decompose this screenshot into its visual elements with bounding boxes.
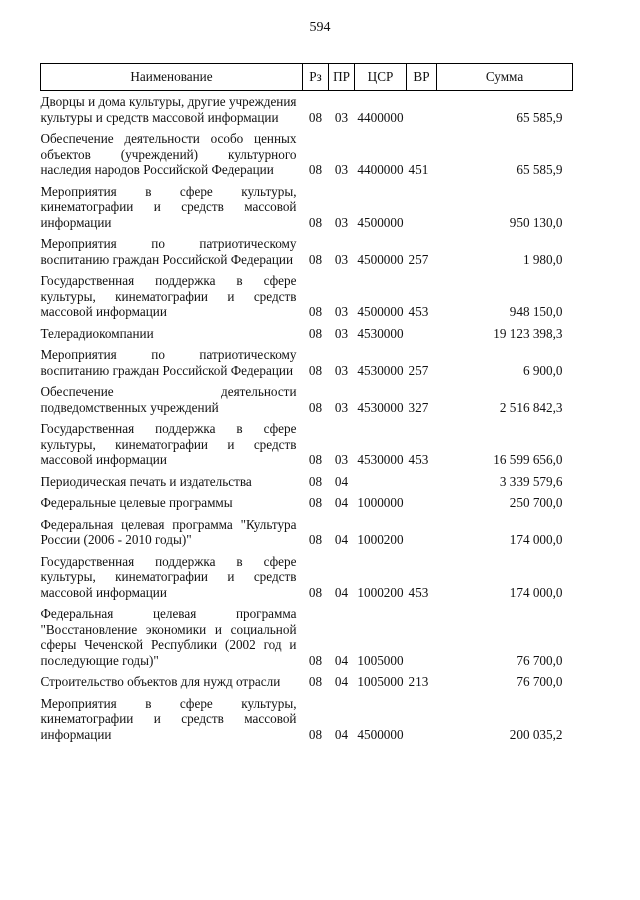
cell-vr — [407, 515, 437, 552]
cell-csr: 1000200 — [357, 584, 404, 600]
cell-name: Дворцы и дома культуры, другие учреждения культуры и средств массовой информации — [40, 94, 297, 125]
table-row — [41, 91, 573, 130]
cell-csr: 4500000 — [357, 304, 404, 319]
cell-csr: 1000000 — [357, 495, 404, 510]
cell-vr: 257 — [408, 362, 429, 378]
table-row — [41, 694, 573, 747]
header-csr: ЦСР — [355, 64, 407, 91]
cell-name: Федеральные целевые программы — [40, 495, 233, 510]
cell-rz: 08 — [308, 674, 323, 689]
cell-pr: 03 — [334, 452, 349, 467]
cell-rz: 08 — [308, 251, 323, 267]
cell-sum: 65 585,9 — [516, 162, 563, 177]
cell-vr — [407, 91, 437, 130]
cell-vr — [407, 694, 437, 747]
cell-sum: 174 000,0 — [509, 584, 563, 600]
header-vr: ВР — [407, 64, 437, 91]
table-row — [41, 552, 573, 605]
table-row — [41, 515, 573, 552]
budget-table — [40, 63, 573, 746]
cell-sum: 250 700,0 — [509, 495, 563, 510]
cell-vr: 257 — [408, 251, 429, 267]
cell-csr: 4400000 — [357, 109, 404, 125]
table-row — [41, 345, 573, 382]
cell-sum: 6 900,0 — [522, 362, 563, 378]
cell-rz: 08 — [308, 473, 323, 489]
cell-csr — [355, 472, 407, 494]
cell-csr: 4500000 — [357, 251, 404, 267]
cell-pr: 04 — [334, 726, 349, 742]
cell-pr: 03 — [334, 325, 349, 341]
cell-csr: 1005000 — [357, 652, 404, 668]
cell-csr: 4500000 — [357, 214, 404, 230]
cell-rz: 08 — [308, 652, 323, 668]
cell-csr: 4400000 — [357, 162, 404, 177]
cell-sum: 200 035,2 — [509, 726, 563, 742]
cell-name: Государственная поддержка в сфере культуры, кинематографии и средств массовой информации — [40, 553, 297, 600]
cell-name: Обеспечение деятельности подведомственных учреждений — [40, 384, 297, 415]
cell-rz: 08 — [308, 109, 323, 125]
cell-pr: 03 — [334, 304, 349, 319]
header-pr: ПР — [329, 64, 355, 91]
cell-name: Государственная поддержка в сфере культуры, кинематографии и средств массовой информации — [40, 273, 297, 319]
cell-pr: 04 — [334, 473, 349, 489]
cell-vr — [407, 324, 437, 346]
cell-vr: 453 — [408, 304, 429, 319]
cell-name: Мероприятия по патриотическому воспитанию граждан Российской Федерации — [40, 347, 297, 378]
cell-name: Федеральная целевая программа "Восстановление экономики и социальной сферы Чеченской Республики (2002 год и последующие годы)" — [40, 606, 297, 668]
cell-vr — [407, 472, 437, 494]
cell-name: Мероприятия в сфере культуры, кинематографии и средств массовой информации — [40, 695, 297, 742]
cell-pr: 03 — [334, 109, 349, 125]
cell-vr: 453 — [408, 452, 429, 467]
cell-pr: 04 — [334, 584, 349, 600]
cell-sum: 174 000,0 — [509, 532, 563, 547]
table-row — [41, 182, 573, 235]
cell-name: Федеральная целевая программа "Культура России (2006 - 2010 годы)" — [40, 516, 297, 547]
cell-vr — [407, 493, 437, 515]
cell-csr: 1000200 — [357, 532, 404, 547]
cell-csr: 4500000 — [357, 726, 404, 742]
page-number: 594 — [309, 20, 331, 35]
table-header — [41, 64, 573, 91]
header-sum: Сумма — [437, 64, 573, 91]
cell-pr: 03 — [334, 251, 349, 267]
cell-sum: 950 130,0 — [509, 214, 563, 230]
cell-sum: 76 700,0 — [516, 674, 563, 689]
cell-name: Мероприятия в сфере культуры, кинематографии и средств массовой информации — [40, 183, 297, 230]
cell-vr — [407, 182, 437, 235]
cell-vr: 453 — [408, 584, 429, 600]
table-row — [41, 271, 573, 324]
cell-pr: 03 — [334, 399, 349, 415]
cell-sum: 16 599 656,0 — [493, 452, 563, 467]
cell-rz: 08 — [308, 325, 323, 341]
cell-pr: 03 — [334, 214, 349, 230]
cell-rz: 08 — [308, 362, 323, 378]
cell-sum: 65 585,9 — [516, 109, 563, 125]
cell-csr: 4530000 — [357, 452, 404, 467]
cell-pr: 04 — [334, 652, 349, 668]
header-rz: Рз — [303, 64, 329, 91]
table-row — [41, 493, 573, 515]
cell-sum: 76 700,0 — [516, 652, 563, 668]
cell-rz: 08 — [308, 214, 323, 230]
cell-rz: 08 — [308, 399, 323, 415]
cell-rz: 08 — [308, 584, 323, 600]
cell-pr: 04 — [334, 674, 349, 689]
cell-csr: 1005000 — [357, 674, 404, 689]
cell-pr: 04 — [334, 495, 349, 510]
cell-rz: 08 — [308, 162, 323, 177]
table-row — [41, 604, 573, 672]
cell-name: Периодическая печать и издательства — [40, 473, 252, 489]
table-row — [41, 234, 573, 271]
table-row — [41, 472, 573, 494]
cell-vr: 213 — [408, 674, 429, 689]
cell-sum: 19 123 398,3 — [493, 325, 563, 341]
cell-vr — [407, 604, 437, 672]
cell-csr: 4530000 — [357, 399, 404, 415]
table-row — [41, 129, 573, 182]
cell-name: Мероприятия по патриотическому воспитанию граждан Российской Федерации — [40, 236, 297, 267]
cell-vr: 451 — [408, 162, 429, 177]
cell-pr: 03 — [334, 162, 349, 177]
cell-name: Обеспечение деятельности особо ценных объектов (учреждений) культурного наследия народов Российской Федерации — [40, 131, 297, 177]
cell-sum: 2 516 842,3 — [499, 399, 563, 415]
cell-rz: 08 — [308, 726, 323, 742]
table-row — [41, 672, 573, 694]
cell-name: Телерадиокомпании — [40, 325, 154, 341]
cell-pr: 03 — [334, 362, 349, 378]
table-row — [41, 324, 573, 346]
cell-rz: 08 — [308, 532, 323, 547]
table-row — [41, 382, 573, 419]
cell-rz: 08 — [308, 452, 323, 467]
cell-rz: 08 — [308, 495, 323, 510]
cell-csr: 4530000 — [357, 362, 404, 378]
cell-sum: 1 980,0 — [522, 251, 563, 267]
cell-name: Государственная поддержка в сфере культуры, кинематографии и средств массовой информации — [40, 421, 297, 467]
cell-pr: 04 — [334, 532, 349, 547]
cell-rz: 08 — [308, 304, 323, 319]
table-row — [41, 419, 573, 472]
cell-vr: 327 — [408, 399, 429, 415]
header-name: Наименование — [41, 64, 303, 91]
cell-sum: 948 150,0 — [509, 304, 563, 319]
table-body — [41, 91, 573, 747]
cell-sum: 3 339 579,6 — [499, 473, 563, 489]
cell-csr: 4530000 — [357, 325, 404, 341]
cell-name: Строительство объектов для нужд отрасли — [40, 674, 281, 689]
